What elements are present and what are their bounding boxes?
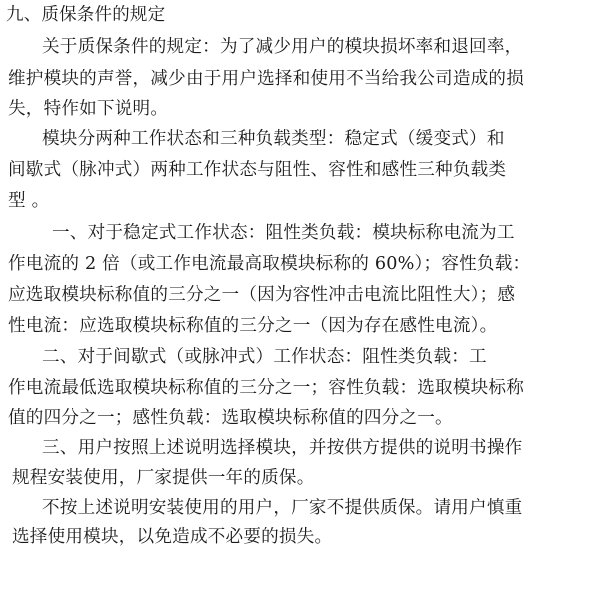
- paragraph-line: 失，特作如下说明。: [8, 99, 169, 119]
- paragraph-line: 三、用户按照上述说明选择模块，并按供方提供的说明书操作: [42, 438, 523, 458]
- paragraph-line: 间歇式（脉冲式）两种工作状态与阻性、容性和感性三种负载类: [8, 160, 507, 180]
- paragraph-line: 规程安装使用，厂家提供一年的质保。: [12, 468, 315, 488]
- paragraph-line: 一、对于稳定式工作状态：阻性类负载：模块标称电流为工: [52, 223, 515, 243]
- paragraph-line: 应选取模块标称值的三分之一（因为容性冲击电流比阻性大）；感: [8, 285, 516, 305]
- paragraph-line: 作电流的 2 倍（或工作电流最高取模块标称的 60%）；容性负载：: [8, 254, 531, 274]
- paragraph-line: 模块分两种工作状态和三种负载类型：稳定式（缓变式）和: [42, 129, 505, 149]
- paragraph-line: 二、对于间歇式（或脉冲式）工作状态：阻性类负载：工: [42, 347, 487, 367]
- section-heading: 九、质保条件的规定: [6, 5, 166, 25]
- paragraph-line: 型 。: [8, 191, 50, 211]
- paragraph-line: 关于质保条件的规定：为了减少用户的模块损坏率和退回率，: [42, 37, 523, 57]
- paragraph-line: 值的四分之一；感性负载：选取模块标称值的四分之一。: [8, 408, 453, 428]
- paragraph-line: 不按上述说明安装使用的用户，厂家不提供质保。请用户慎重: [42, 498, 523, 518]
- paragraph-line: 维护模块的声誉，减少由于用户选择和使用不当给我公司造成的损: [8, 69, 525, 89]
- paragraph-line: 性电流：应选取模块标称值的三分之一（因为存在感性电流）。: [8, 316, 498, 336]
- paragraph-line: 作电流最低选取模块标称值的三分之一；容性负载：选取模块标称: [8, 378, 525, 398]
- paragraph-line: 选择使用模块，以免造成不必要的损失。: [12, 527, 333, 547]
